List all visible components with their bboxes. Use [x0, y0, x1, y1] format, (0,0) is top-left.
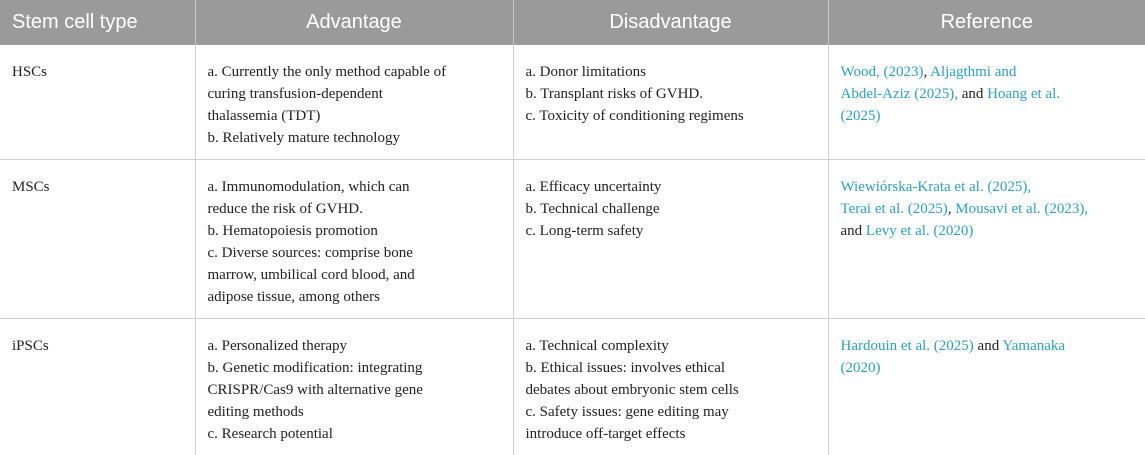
reference-separator: and [841, 223, 866, 239]
table-row [0, 45, 1145, 160]
reference-link-hoang-cont[interactable]: (2025) [841, 108, 881, 124]
reference-link-yamanaka-cont[interactable]: (2020) [841, 360, 881, 376]
disadvantage-line: a. Efficacy uncertainty [526, 176, 816, 198]
disadvantage-line: b. Ethical issues: involves ethical [526, 357, 816, 379]
reference-link-hardouin[interactable]: Hardouin et al. (2025) [841, 338, 974, 354]
cell-advantage [195, 160, 513, 319]
reference-link-terai[interactable]: Terai et al. (2025) [841, 201, 948, 217]
advantage-line: a. Immunomodulation, which can [208, 176, 501, 198]
advantage-line: reduce the risk of GVHD. [208, 198, 501, 220]
reference-link-aljagthmi[interactable]: Aljagthmi and [930, 64, 1016, 80]
advantage-line: adipose tissue, among others [208, 286, 501, 308]
disadvantage-line: a. Technical complexity [526, 335, 816, 357]
cell-stem-cell-type: MSCs [0, 160, 195, 319]
table-row [0, 160, 1145, 319]
advantage-line: thalassemia (TDT) [208, 105, 501, 127]
cell-stem-cell-type: HSCs [0, 45, 195, 160]
cell-disadvantage [513, 45, 828, 160]
cell-advantage [195, 319, 513, 455]
advantage-line: c. Diverse sources: comprise bone [208, 242, 501, 264]
header-reference: Reference [828, 0, 1145, 45]
reference-separator: , [923, 64, 930, 80]
disadvantage-line: b. Transplant risks of GVHD. [526, 83, 816, 105]
reference-link-hoang[interactable]: Hoang et al. [987, 86, 1060, 102]
reference-link-levy[interactable]: Levy et al. (2020) [866, 223, 973, 239]
reference-separator: and [974, 338, 1003, 354]
cell-reference [828, 319, 1145, 455]
disadvantage-line: c. Safety issues: gene editing may [526, 401, 816, 423]
disadvantage-line: c. Toxicity of conditioning regimens [526, 105, 816, 127]
disadvantage-line: c. Long-term safety [526, 220, 816, 242]
reference-link-aljagthmi-cont[interactable]: Abdel-Aziz (2025), [841, 86, 958, 102]
advantage-line: b. Genetic modification: integrating [208, 357, 501, 379]
reference-link-mousavi[interactable]: Mousavi et al. (2023), [955, 201, 1088, 217]
reference-link-wood[interactable]: Wood, (2023) [841, 64, 924, 80]
advantage-line: editing methods [208, 401, 501, 423]
cell-stem-cell-type: iPSCs [0, 319, 195, 455]
advantage-line: c. Research potential [208, 423, 501, 445]
cell-reference [828, 160, 1145, 319]
reference-link-yamanaka[interactable]: Yamanaka [1002, 338, 1065, 354]
header-advantage: Advantage [195, 0, 513, 45]
advantage-line: curing transfusion-dependent [208, 83, 501, 105]
disadvantage-line: a. Donor limitations [526, 61, 816, 83]
disadvantage-line: introduce off-target effects [526, 423, 816, 445]
advantage-line: CRISPR/Cas9 with alternative gene [208, 379, 501, 401]
advantage-line: b. Relatively mature technology [208, 127, 501, 149]
cell-disadvantage [513, 319, 828, 455]
advantage-line: a. Personalized therapy [208, 335, 501, 357]
reference-separator: , [948, 201, 956, 217]
reference-separator: and [958, 86, 987, 102]
table-row [0, 319, 1145, 455]
cell-advantage [195, 45, 513, 160]
advantage-line: b. Hematopoiesis promotion [208, 220, 501, 242]
cell-reference [828, 45, 1145, 160]
table-header-row [0, 0, 1145, 45]
disadvantage-line: debates about embryonic stem cells [526, 379, 816, 401]
reference-link-wiewiorska-krata[interactable]: Wiewiórska-Krata et al. (2025), [841, 179, 1032, 195]
advantage-line: a. Currently the only method capable of [208, 61, 501, 83]
header-stem-cell-type: Stem cell type [0, 0, 195, 45]
advantage-line: marrow, umbilical cord blood, and [208, 264, 501, 286]
header-disadvantage: Disadvantage [513, 0, 828, 45]
disadvantage-line: b. Technical challenge [526, 198, 816, 220]
cell-disadvantage [513, 160, 828, 319]
